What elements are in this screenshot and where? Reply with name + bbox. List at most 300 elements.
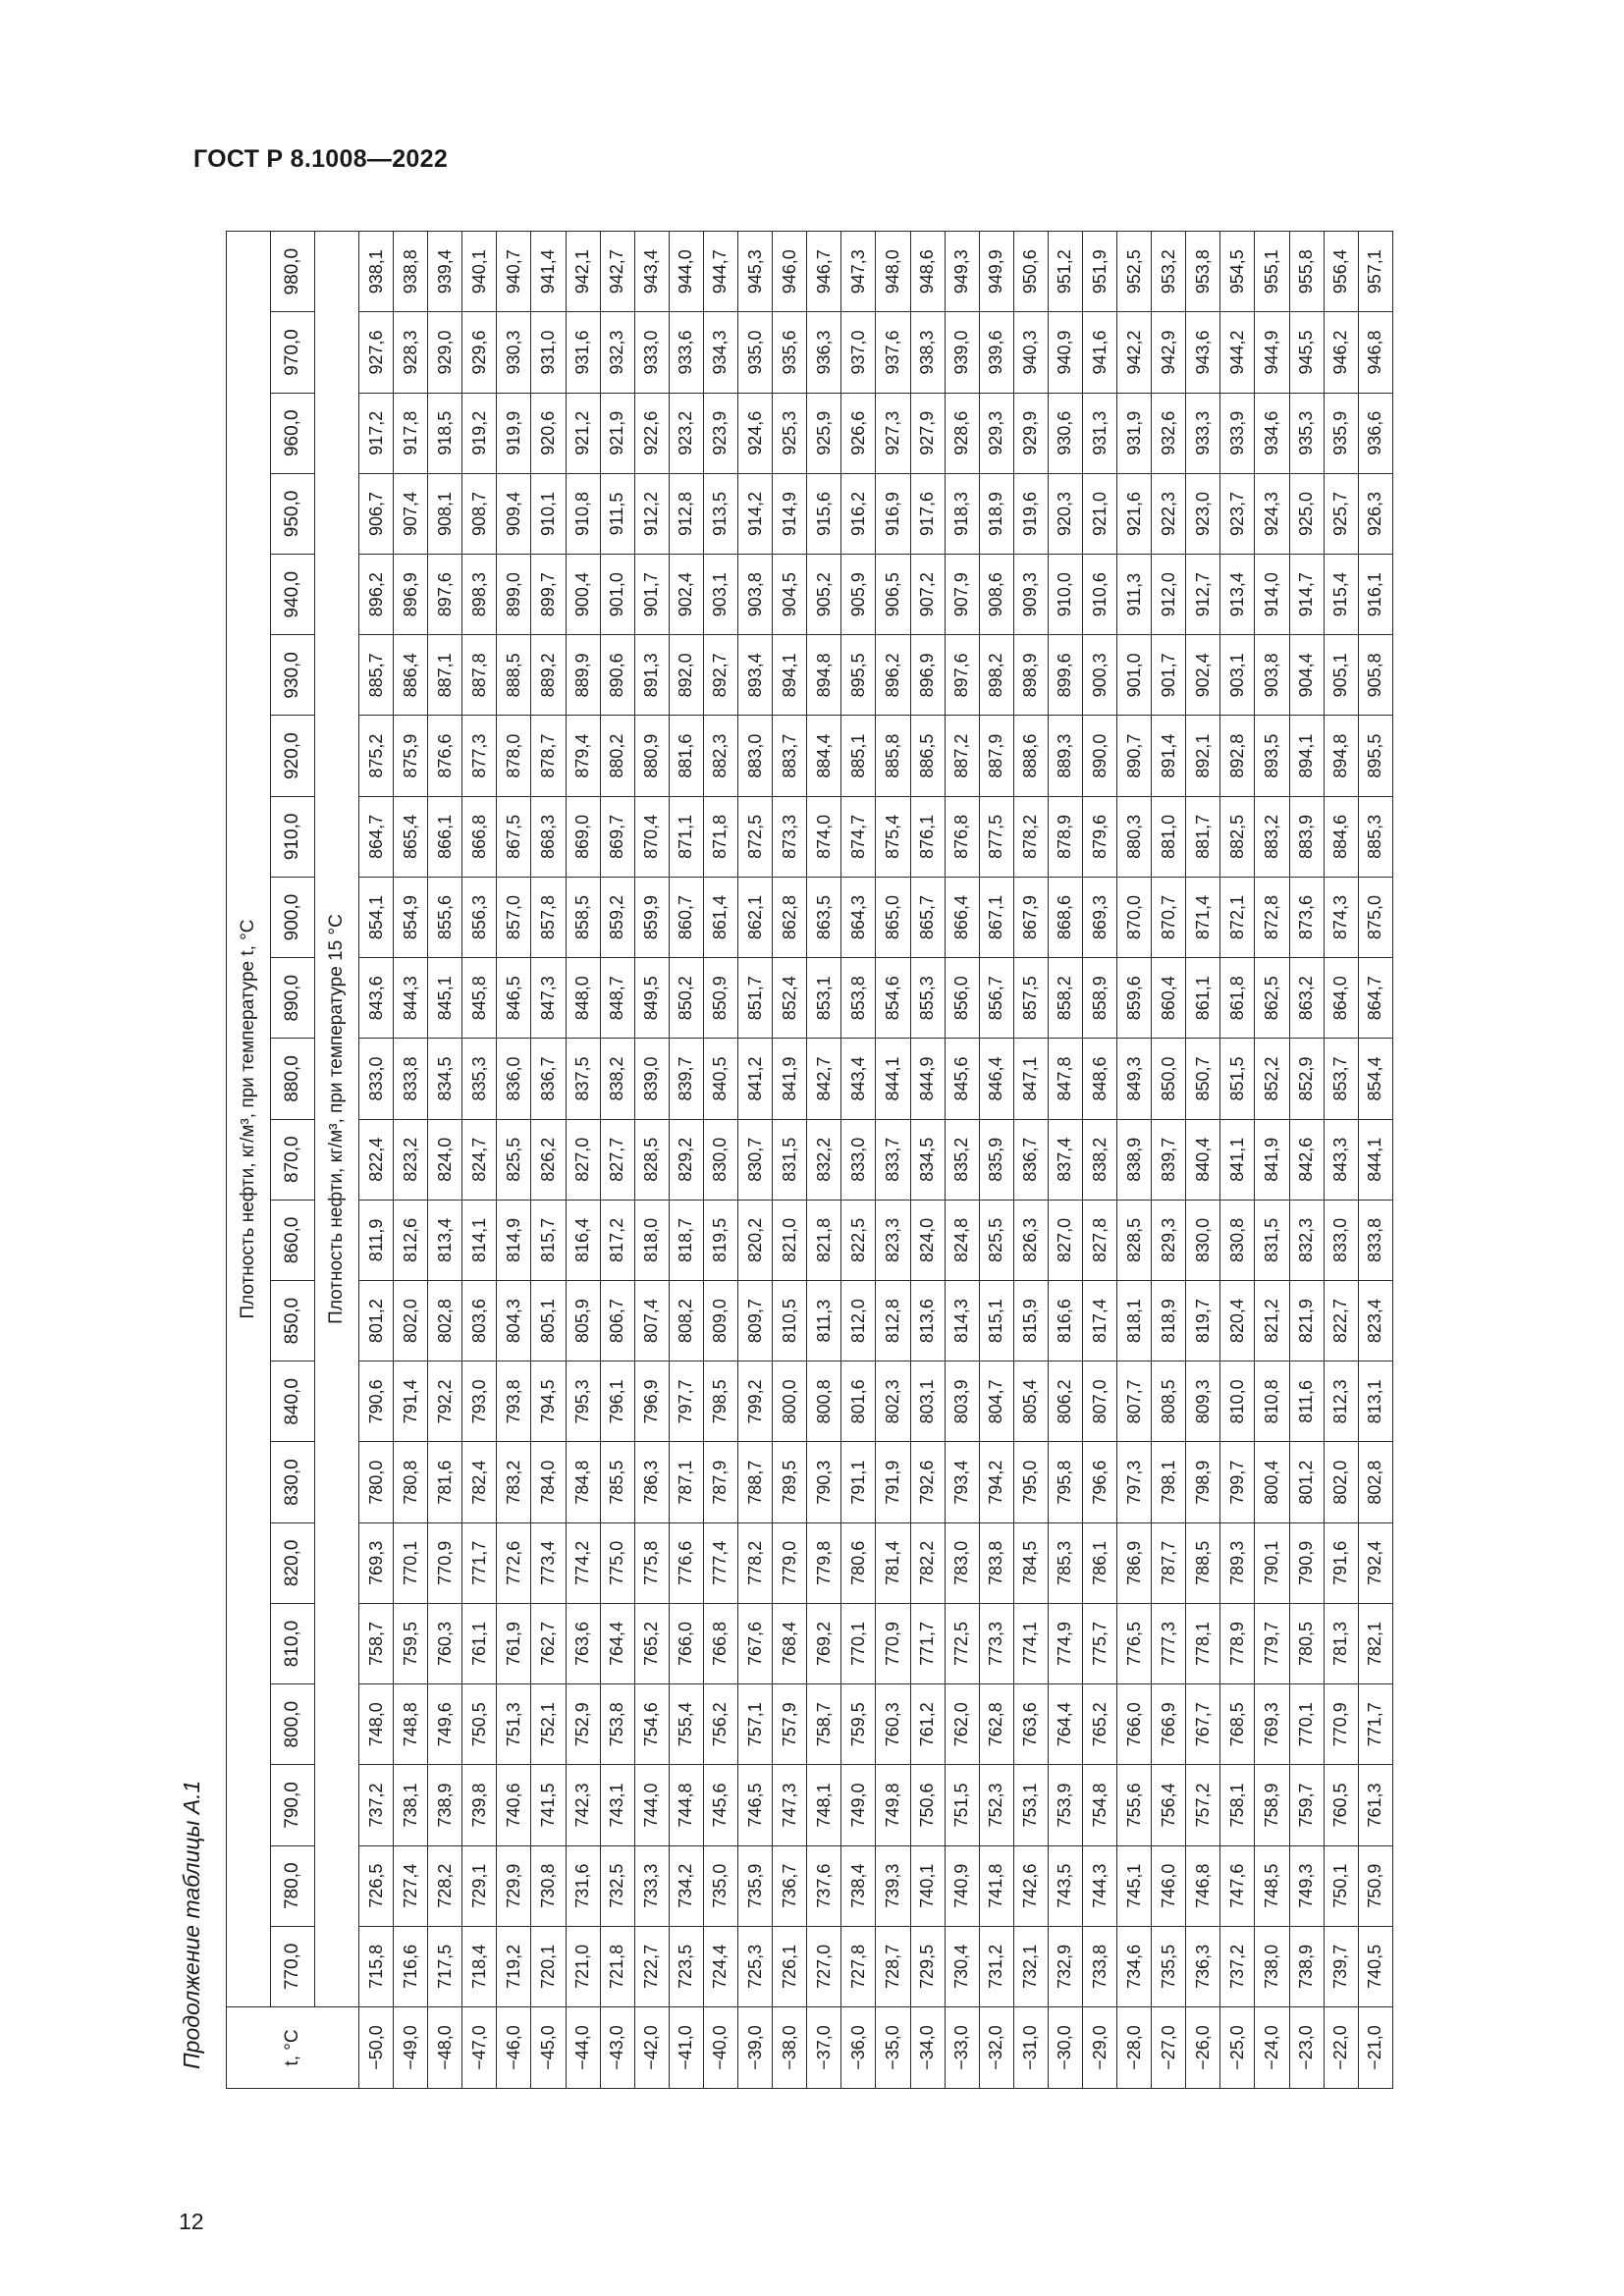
density-cell: 802,3	[876, 1362, 910, 1442]
density-cell: 758,7	[359, 1603, 394, 1683]
density-cell: 901,7	[634, 555, 669, 635]
density-cell: 833,0	[359, 1039, 394, 1119]
density-cell: 812,0	[841, 1281, 876, 1362]
density-cell: 929,9	[1013, 393, 1048, 473]
density-cell: 774,1	[1013, 1603, 1048, 1683]
temperature-cell: −29,0	[1082, 2007, 1116, 2089]
density-cell: 794,2	[979, 1442, 1013, 1522]
density-cell: 833,8	[1358, 1200, 1392, 1280]
density-cell: 905,1	[1324, 635, 1358, 716]
density-cell: 819,5	[703, 1200, 737, 1280]
table-row	[841, 232, 876, 2089]
density-cell: 869,0	[566, 796, 600, 877]
temperature-cell: −35,0	[876, 2007, 910, 2089]
table-row	[1324, 232, 1358, 2089]
density-cell: 944,0	[669, 232, 703, 312]
density-cell: 886,4	[394, 635, 428, 716]
density-cell: 886,5	[910, 716, 945, 796]
density-cell: 728,2	[428, 1845, 462, 1926]
density-cell: 755,6	[1117, 1765, 1152, 1845]
density-cell: 948,0	[876, 232, 910, 312]
table-row	[600, 232, 634, 2089]
density-cell: 830,7	[738, 1119, 773, 1200]
density-cell: 923,7	[1220, 473, 1255, 554]
density-cell: 756,2	[703, 1684, 737, 1765]
density-cell: 835,2	[945, 1119, 979, 1200]
density-cell: 832,2	[807, 1119, 841, 1200]
density-cell: 837,5	[566, 1039, 600, 1119]
density-cell: 888,6	[1013, 716, 1048, 796]
density-cell: 799,7	[1220, 1442, 1255, 1522]
density-cell: 715,8	[359, 1926, 394, 2006]
density-cell: 727,0	[807, 1926, 841, 2006]
density-cell: 860,4	[1152, 958, 1186, 1039]
density-cell: 816,6	[1048, 1281, 1082, 1362]
density-cell: 719,2	[497, 1926, 531, 2006]
temperature-cell: −31,0	[1013, 2007, 1048, 2089]
density-cell: 726,5	[359, 1845, 394, 1926]
table-row	[428, 232, 462, 2089]
density-cell: 770,9	[1324, 1684, 1358, 1765]
density-cell: 817,2	[600, 1200, 634, 1280]
density-cell: 813,4	[428, 1200, 462, 1280]
density-cell: 771,7	[1358, 1684, 1392, 1765]
density-cell: 946,2	[1324, 312, 1358, 393]
density-cell: 821,8	[807, 1200, 841, 1280]
density-cell: 813,6	[910, 1281, 945, 1362]
density-cell: 749,6	[428, 1684, 462, 1765]
density-cell: 838,9	[1117, 1119, 1152, 1200]
density-cell: 831,5	[773, 1119, 807, 1200]
density-cell: 791,9	[876, 1442, 910, 1522]
density-cell: 738,9	[428, 1765, 462, 1845]
density-cell: 732,1	[1013, 1926, 1048, 2006]
density-cell: 819,7	[1186, 1281, 1220, 1362]
table-row	[566, 232, 600, 2089]
density-cell: 942,1	[566, 232, 600, 312]
density-cell: 748,5	[1255, 1845, 1289, 1926]
table-row	[1117, 232, 1152, 2089]
temperature-cell: −48,0	[428, 2007, 462, 2089]
density-cell: 727,8	[841, 1926, 876, 2006]
density-cell: 842,7	[807, 1039, 841, 1119]
density-cell: 898,2	[979, 635, 1013, 716]
density-cell: 878,7	[531, 716, 566, 796]
density-cell: 790,3	[807, 1442, 841, 1522]
density-cell: 944,2	[1220, 312, 1255, 393]
density-cell: 809,3	[1186, 1362, 1220, 1442]
density-cell: 904,5	[773, 555, 807, 635]
density-cell: 895,5	[1358, 716, 1392, 796]
density-cell: 890,6	[600, 635, 634, 716]
density-cell: 912,2	[634, 473, 669, 554]
density-cell: 748,8	[394, 1684, 428, 1765]
column-header: 920,0	[271, 716, 315, 796]
density-cell: 872,8	[1255, 877, 1289, 957]
table-row	[1082, 232, 1116, 2089]
density-cell: 940,7	[497, 232, 531, 312]
density-cell: 758,9	[1255, 1765, 1289, 1845]
density-cell: 913,5	[703, 473, 737, 554]
density-cell: 878,9	[1048, 796, 1082, 877]
density-cell: 836,7	[531, 1039, 566, 1119]
density-cell: 823,2	[394, 1119, 428, 1200]
density-cell: 926,3	[1358, 473, 1392, 554]
density-cell: 935,6	[773, 312, 807, 393]
density-cell: 885,7	[359, 635, 394, 716]
density-cell: 896,2	[359, 555, 394, 635]
density-cell: 833,0	[841, 1119, 876, 1200]
table-row	[703, 232, 737, 2089]
header-row-group	[227, 232, 271, 2089]
density-cell: 944,9	[1255, 312, 1289, 393]
density-cell: 931,9	[1117, 393, 1152, 473]
column-header: 830,0	[271, 1442, 315, 1522]
density-cell: 808,5	[1152, 1362, 1186, 1442]
density-cell: 890,7	[1117, 716, 1152, 796]
density-cell: 782,2	[910, 1522, 945, 1603]
density-cell: 812,8	[876, 1281, 910, 1362]
density-cell: 892,0	[669, 635, 703, 716]
density-cell: 736,3	[1186, 1926, 1220, 2006]
density-cell: 906,7	[359, 473, 394, 554]
density-cell: 893,5	[1255, 716, 1289, 796]
density-cell: 817,4	[1082, 1281, 1116, 1362]
density-cell: 784,8	[566, 1442, 600, 1522]
density-cell: 872,1	[1220, 877, 1255, 957]
density-cell: 834,5	[428, 1039, 462, 1119]
density-cell: 761,2	[910, 1684, 945, 1765]
density-cell: 897,6	[428, 555, 462, 635]
density-cell: 951,9	[1082, 232, 1116, 312]
density-cell: 720,1	[531, 1926, 566, 2006]
table-row	[910, 232, 945, 2089]
density-cell: 810,0	[1220, 1362, 1255, 1442]
density-cell: 854,1	[359, 877, 394, 957]
table-row	[1289, 232, 1324, 2089]
density-cell: 864,7	[1358, 958, 1392, 1039]
density-cell: 921,9	[600, 393, 634, 473]
density-cell: 811,9	[359, 1200, 394, 1280]
density-cell: 805,4	[1013, 1362, 1048, 1442]
density-cell: 908,1	[428, 473, 462, 554]
density-cell: 932,6	[1152, 393, 1186, 473]
density-cell: 872,5	[738, 796, 773, 877]
density-cell: 866,4	[945, 877, 979, 957]
density-cell: 919,9	[497, 393, 531, 473]
density-cell: 925,9	[807, 393, 841, 473]
column-header: 850,0	[271, 1281, 315, 1362]
density-cell: 929,6	[462, 312, 497, 393]
density-cell: 946,0	[773, 232, 807, 312]
density-cell: 862,8	[773, 877, 807, 957]
density-cell: 731,6	[566, 1845, 600, 1926]
density-cell: 751,5	[945, 1765, 979, 1845]
density-cell: 933,9	[1220, 393, 1255, 473]
density-cell: 760,5	[1324, 1765, 1358, 1845]
density-cell: 786,3	[634, 1442, 669, 1522]
density-cell: 798,9	[1186, 1442, 1220, 1522]
density-cell: 918,3	[945, 473, 979, 554]
column-header: 900,0	[271, 877, 315, 957]
density-cell: 896,9	[394, 555, 428, 635]
density-cell: 841,1	[1220, 1119, 1255, 1200]
density-cell: 891,4	[1152, 716, 1186, 796]
density-cell: 935,0	[738, 312, 773, 393]
density-cell: 802,8	[1358, 1442, 1392, 1522]
density-cell: 737,2	[359, 1765, 394, 1845]
density-cell: 761,1	[462, 1603, 497, 1683]
density-cell: 905,8	[1358, 635, 1392, 716]
density-cell: 852,2	[1255, 1039, 1289, 1119]
density-cell: 740,6	[497, 1765, 531, 1845]
density-cell: 925,7	[1324, 473, 1358, 554]
density-cell: 743,5	[1048, 1845, 1082, 1926]
t-column-header: t, °C	[227, 2007, 359, 2089]
temperature-cell: −23,0	[1289, 2007, 1324, 2089]
column-header: 800,0	[271, 1684, 315, 1765]
density-cell: 791,6	[1324, 1522, 1358, 1603]
density-cell: 771,7	[462, 1522, 497, 1603]
density-cell: 789,3	[1220, 1522, 1255, 1603]
density-cell: 820,4	[1220, 1281, 1255, 1362]
density-cell: 938,3	[910, 312, 945, 393]
density-cell: 758,1	[1220, 1765, 1255, 1845]
density-cell: 862,5	[1255, 958, 1289, 1039]
density-cell: 740,5	[1358, 1926, 1392, 2006]
density-cell: 752,3	[979, 1765, 1013, 1845]
density-cell: 778,2	[738, 1522, 773, 1603]
density-cell: 860,7	[669, 877, 703, 957]
density-cell: 955,8	[1289, 232, 1324, 312]
density-cell: 840,5	[703, 1039, 737, 1119]
density-cell: 881,7	[1186, 796, 1220, 877]
temperature-cell: −34,0	[910, 2007, 945, 2089]
density-cell: 880,9	[634, 716, 669, 796]
density-cell: 917,6	[910, 473, 945, 554]
table-row	[773, 232, 807, 2089]
density-cell: 768,4	[773, 1603, 807, 1683]
density-cell: 937,6	[876, 312, 910, 393]
density-cell: 746,0	[1152, 1845, 1186, 1926]
density-cell: 909,4	[497, 473, 531, 554]
density-cell: 827,0	[1048, 1200, 1082, 1280]
density-cell: 883,7	[773, 716, 807, 796]
density-cell: 850,7	[1186, 1039, 1220, 1119]
density-cell: 923,2	[669, 393, 703, 473]
density-cell: 717,5	[428, 1926, 462, 2006]
temperature-cell: −25,0	[1220, 2007, 1255, 2089]
density-cell: 734,2	[669, 1845, 703, 1926]
density-cell: 735,9	[738, 1845, 773, 1926]
density-cell: 866,8	[462, 796, 497, 877]
density-cell: 847,8	[1048, 1039, 1082, 1119]
density-cell: 728,7	[876, 1926, 910, 2006]
density-cell: 955,1	[1255, 232, 1289, 312]
column-header: 880,0	[271, 1039, 315, 1119]
density-cell: 851,5	[1220, 1039, 1255, 1119]
density-cell: 833,8	[394, 1039, 428, 1119]
density-cell: 929,3	[979, 393, 1013, 473]
density-cell: 790,6	[359, 1362, 394, 1442]
column-header: 860,0	[271, 1200, 315, 1280]
density-cell: 822,7	[1324, 1281, 1358, 1362]
density-cell: 922,3	[1152, 473, 1186, 554]
density-cell: 781,4	[876, 1522, 910, 1603]
density-cell: 852,9	[1289, 1039, 1324, 1119]
density-cell: 848,7	[600, 958, 634, 1039]
density-cell: 914,9	[773, 473, 807, 554]
density-cell: 891,3	[634, 635, 669, 716]
density-cell: 933,6	[669, 312, 703, 393]
density-cell: 859,9	[634, 877, 669, 957]
density-cell: 845,8	[462, 958, 497, 1039]
density-cell: 811,6	[1289, 1362, 1324, 1442]
temperature-cell: −37,0	[807, 2007, 841, 2089]
density-cell: 875,9	[394, 716, 428, 796]
density-cell: 844,1	[876, 1039, 910, 1119]
density-cell: 941,4	[531, 232, 566, 312]
density-cell: 763,6	[1013, 1684, 1048, 1765]
density-cell: 830,8	[1220, 1200, 1255, 1280]
density-cell: 918,5	[428, 393, 462, 473]
density-cell: 757,2	[1186, 1765, 1220, 1845]
density-cell: 775,0	[600, 1522, 634, 1603]
density-cell: 754,8	[1082, 1765, 1116, 1845]
density-cell: 899,0	[497, 555, 531, 635]
density-cell: 901,0	[1117, 635, 1152, 716]
density-cell: 930,6	[1048, 393, 1082, 473]
density-cell: 780,0	[359, 1442, 394, 1522]
density-cell: 814,9	[497, 1200, 531, 1280]
density-cell: 944,7	[703, 232, 737, 312]
density-cell: 793,0	[462, 1362, 497, 1442]
density-cell: 859,6	[1117, 958, 1152, 1039]
density-cell: 919,6	[1013, 473, 1048, 554]
density-cell: 804,3	[497, 1281, 531, 1362]
column-header: 840,0	[271, 1362, 315, 1442]
temperature-cell: −44,0	[566, 2007, 600, 2089]
density-cell: 855,6	[428, 877, 462, 957]
density-cell: 778,9	[1220, 1603, 1255, 1683]
page-number: 12	[179, 2209, 204, 2234]
density-cell: 770,9	[428, 1522, 462, 1603]
density-cell: 773,3	[979, 1603, 1013, 1683]
density-cell: 934,6	[1255, 393, 1289, 473]
density-cell: 885,3	[1358, 796, 1392, 877]
density-cell: 912,7	[1186, 555, 1220, 635]
density-cell: 811,3	[807, 1281, 841, 1362]
density-cell: 767,7	[1186, 1684, 1220, 1765]
density-cell: 764,4	[600, 1603, 634, 1683]
density-cell: 946,8	[1358, 312, 1392, 393]
density-cell: 936,6	[1358, 393, 1392, 473]
density-cell: 739,3	[876, 1845, 910, 1926]
table-row	[1358, 232, 1392, 2089]
density-cell: 903,1	[1220, 635, 1255, 716]
density-cell: 931,6	[566, 312, 600, 393]
density-cell: 787,1	[669, 1442, 703, 1522]
density-cell: 896,9	[910, 635, 945, 716]
density-cell: 866,1	[428, 796, 462, 877]
density-cell: 801,2	[1289, 1442, 1324, 1522]
temperature-cell: −47,0	[462, 2007, 497, 2089]
density-cell: 869,7	[600, 796, 634, 877]
density-cell: 738,0	[1255, 1926, 1289, 2006]
density-cell: 818,7	[669, 1200, 703, 1280]
density-cell: 782,1	[1358, 1603, 1392, 1683]
density-cell: 881,0	[1152, 796, 1186, 877]
density-cell: 914,2	[738, 473, 773, 554]
density-cell: 915,4	[1324, 555, 1358, 635]
density-cell: 902,4	[669, 555, 703, 635]
density-cell: 916,2	[841, 473, 876, 554]
temperature-cell: −49,0	[394, 2007, 428, 2089]
density-cell: 721,8	[600, 1926, 634, 2006]
temperature-cell: −45,0	[531, 2007, 566, 2089]
table-row	[462, 232, 497, 2089]
density-cell: 815,9	[1013, 1281, 1048, 1362]
density-cell: 762,7	[531, 1603, 566, 1683]
temperature-cell: −41,0	[669, 2007, 703, 2089]
density-cell: 824,7	[462, 1119, 497, 1200]
density-cell: 897,6	[945, 635, 979, 716]
density-cell: 924,3	[1255, 473, 1289, 554]
density-cell: 745,1	[1117, 1845, 1152, 1926]
density-cell: 917,8	[394, 393, 428, 473]
density-cell: 859,2	[600, 877, 634, 957]
density-cell: 936,3	[807, 312, 841, 393]
density-cell: 800,0	[773, 1362, 807, 1442]
density-cell: 948,6	[910, 232, 945, 312]
density-cell: 807,7	[1117, 1362, 1152, 1442]
density-cell: 796,6	[1082, 1442, 1116, 1522]
density-cell: 778,1	[1186, 1603, 1220, 1683]
density-cell: 813,1	[1358, 1362, 1392, 1442]
density-cell: 756,4	[1152, 1765, 1186, 1845]
density-cell: 845,1	[428, 958, 462, 1039]
density-cell: 846,5	[497, 958, 531, 1039]
density-cell: 744,3	[1082, 1845, 1116, 1926]
density-cell: 791,4	[394, 1362, 428, 1442]
density-cell: 826,2	[531, 1119, 566, 1200]
temperature-cell: −38,0	[773, 2007, 807, 2089]
density-cell: 945,5	[1289, 312, 1324, 393]
density-cell: 932,3	[600, 312, 634, 393]
density-cell: 765,2	[634, 1603, 669, 1683]
table-header	[227, 232, 359, 2089]
density-cell: 830,0	[1186, 1200, 1220, 1280]
density-cell: 879,6	[1082, 796, 1116, 877]
density-cell: 795,8	[1048, 1442, 1082, 1522]
density-cell: 824,0	[910, 1200, 945, 1280]
density-cell: 741,8	[979, 1845, 1013, 1926]
density-cell: 802,0	[394, 1281, 428, 1362]
density-cell: 907,2	[910, 555, 945, 635]
column-header: 910,0	[271, 796, 315, 877]
density-cell: 733,3	[634, 1845, 669, 1926]
density-cell: 852,4	[773, 958, 807, 1039]
density-cell: 748,1	[807, 1765, 841, 1845]
density-cell: 830,0	[703, 1119, 737, 1200]
density-cell: 843,3	[1324, 1119, 1358, 1200]
density-cell: 738,1	[394, 1765, 428, 1845]
density-cell: 844,3	[394, 958, 428, 1039]
density-cell: 940,3	[1013, 312, 1048, 393]
column-header: 890,0	[271, 958, 315, 1039]
density-cell: 923,9	[703, 393, 737, 473]
density-cell: 834,5	[910, 1119, 945, 1200]
